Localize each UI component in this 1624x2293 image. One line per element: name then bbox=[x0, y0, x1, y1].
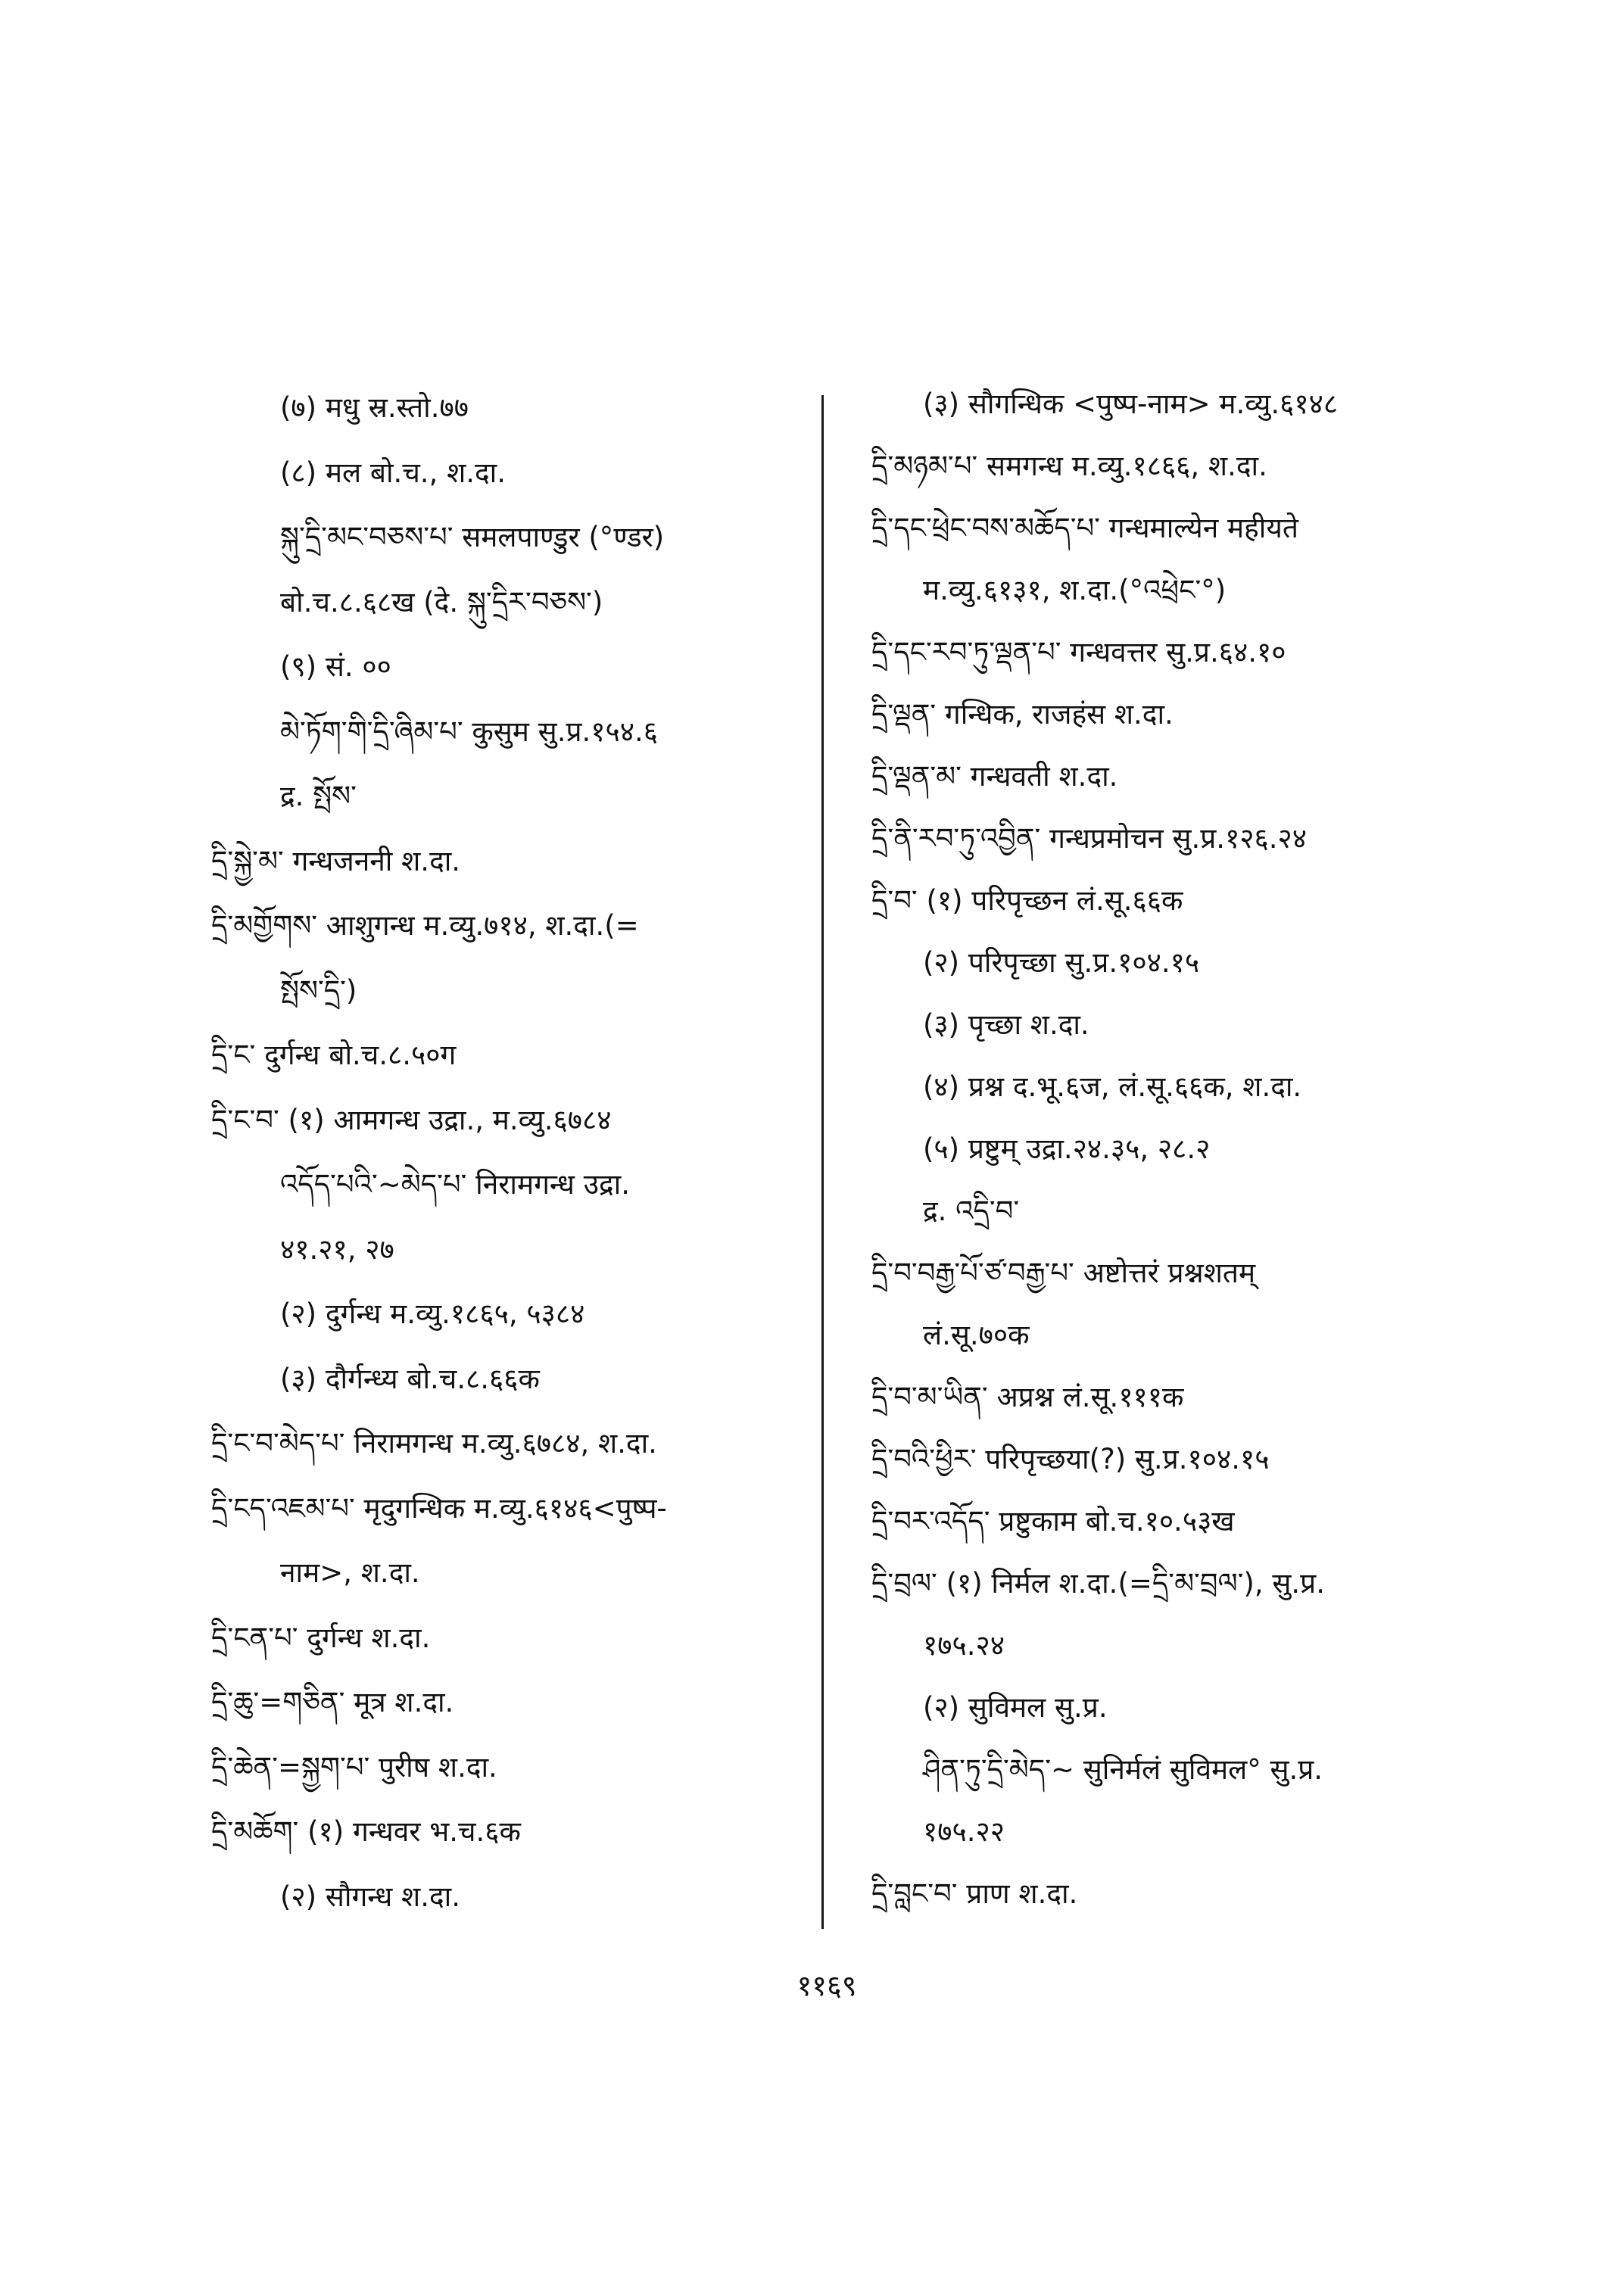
headword-line: དྲི་དང་རབ་ཏུ་ལྡན་པ་ गन्धवत्तर सु.प्र.६४.१० bbox=[871, 636, 1286, 668]
entry-line: འདོད་པའི་~མེད་པ་ निरामगन्ध उद्रा. bbox=[280, 1168, 630, 1201]
headword-line: དྲི་ཆེན་=སྐྱག་པ་ पुरीष श.दा. bbox=[211, 1750, 497, 1784]
entry-line: म.व्यु.६१३१, श.दा.(°འཕྲེང་°) bbox=[923, 574, 1227, 606]
entry-line: द्र. འདྲི་བ་ bbox=[923, 1195, 1020, 1227]
headword-line: དྲི་བ་ (१) परिपृच्छन लं.सू.६६क bbox=[871, 884, 1183, 917]
entry-line: (२) दुर्गन्ध म.व्यु.१८६५, ५३८४ bbox=[280, 1298, 585, 1330]
headword-line: དྲི་བྲལ་ (१) निर्मल श.दा.(=དྲི་མ་བྲལ་), सु.प्र. bbox=[871, 1567, 1325, 1600]
headword-line: དྲི་ལྡན་ गन्धिक, राजहंस श.दा. bbox=[871, 698, 1174, 731]
entry-line: (२) सुविमल सु.प्र. bbox=[923, 1691, 1108, 1724]
column-divider bbox=[821, 395, 824, 1929]
headword-line: དྲི་ངན་པ་ दुर्गन्ध श.दा. bbox=[211, 1621, 431, 1654]
entry-line: སྐུ་དྲི་མང་བཅས་པ་ समलपाण्डुर (°ण्डर) bbox=[280, 521, 665, 553]
headword-line: དྲི་ངད་འཇམ་པ་ मृदुगन्धिक म.व्यु.६१४६<पुष्प- bbox=[211, 1491, 667, 1525]
headword-line: དྲི་བ་མ་ཡིན་ अप्रश्न लं.सू.१११क bbox=[871, 1381, 1184, 1413]
headword-line: དྲི་ང་ दुर्गन्ध बो.च.८.५०ग bbox=[211, 1039, 457, 1071]
headword-line: དྲི་བ་བརྒྱ་པོ་ཙ་བརྒྱ་པ་ अष्टोत्तरं प्रश्नशतम् bbox=[871, 1257, 1256, 1289]
entry-line: नाम>, श.दा. bbox=[280, 1556, 420, 1589]
right-column bbox=[871, 373, 1477, 1940]
headword-line: དྲི་མཆོག་ (१) गन्धवर भ.च.६क bbox=[211, 1815, 521, 1848]
left-column bbox=[211, 375, 809, 1943]
entry-line: (२) सौगन्ध श.दा. bbox=[280, 1880, 460, 1913]
headword-line: དྲི་བླང་བ་ प्राण श.दा. bbox=[871, 1877, 1078, 1910]
entry-line: (४) प्रश्न द.भू.६ज, लं.सू.६६क, श.दा. bbox=[923, 1070, 1302, 1103]
headword-line: དྲི་མགྱོགས་ आशुगन्ध म.व्यु.७१४, श.दा.(= bbox=[211, 909, 639, 942]
entry-line: द्र. སྤོས་ bbox=[280, 780, 357, 812]
headword-line: དྲི་སྐྱེ་མ་ गन्धजननी श.दा. bbox=[211, 844, 461, 877]
entry-line: (३) दौर्गन्ध्य बो.च.८.६६क bbox=[280, 1362, 540, 1395]
headword-line: དྲི་དང་ཕྲེང་བས་མཆོད་པ་ गन्धमाल्येन महीयते bbox=[871, 512, 1298, 544]
entry-line: (३) पृच्छा श.दा. bbox=[923, 1008, 1089, 1041]
entry-line: མེ་ཏོག་གི་དྲི་ཞིམ་པ་ कुसुम सु.प्र.१५४.६ bbox=[280, 715, 658, 748]
headword-line: དྲི་ཆུ་=གཅིན་ मूत्र श.दा. bbox=[211, 1686, 454, 1718]
headword-line: དྲི་ང་བ་མེད་པ་ निरामगन्ध म.व्यु.६७८४, श.दा. bbox=[211, 1427, 657, 1460]
entry-line: (८) मल बो.च., श.दा. bbox=[280, 456, 507, 489]
headword-line: དྲི་མཉམ་པ་ समगन्ध म.व्यु.१८६६, श.दा. bbox=[871, 450, 1267, 482]
entry-line: (७) मधु स्र.स्तो.७७ bbox=[280, 391, 469, 424]
headword-line: དྲི་བའི་ཕྱིར་ परिपृच्छया(?) सु.प्र.१०४.१५ bbox=[871, 1443, 1270, 1475]
entry-line: ४१.२१, २७ bbox=[280, 1232, 394, 1266]
entry-line: སྤོས་དྲི་) bbox=[280, 974, 357, 1007]
entry-line: १७५.२२ bbox=[923, 1815, 1005, 1848]
entry-line: बो.च.८.६८ख (दे. སྐུ་དྲིར་བཅས་) bbox=[280, 585, 603, 618]
entry-line: १७५.२४ bbox=[923, 1629, 1005, 1662]
entry-line: (२) परिपृच्छा सु.प्र.१०४.१५ bbox=[923, 946, 1200, 979]
entry-line: (५) प्रष्टुम् उद्रा.२४.३५, २८.२ bbox=[923, 1132, 1211, 1165]
page-number: ११६९ bbox=[796, 1969, 857, 2002]
headword-line: དྲི་ལྡན་མ་ गन्धवती श.दा. bbox=[871, 760, 1118, 793]
headword-line: དྲི་ང་བ་ (१) आमगन्ध उद्रा., म.व्यु.६७८४ bbox=[211, 1103, 612, 1136]
entry-line: ཤིན་ཏུ་དྲི་མེད་~ सुनिर्मलं सुविमल° सु.प्र. bbox=[923, 1753, 1323, 1786]
headword-line: དྲི་བར་འདོད་ प्रष्टुकाम बो.च.१०.५३ख bbox=[871, 1505, 1235, 1537]
entry-line: (९) सं. ०० bbox=[280, 650, 391, 683]
entry-line: (३) सौगन्धिक <पुष्प-नाम> म.व्यु.६१४८ bbox=[923, 388, 1339, 420]
entry-line: लं.सू.७०क bbox=[923, 1319, 1030, 1351]
headword-line: དྲི་ནི་རབ་ཏུ་འབྱིན་ गन्धप्रमोचन सु.प्र.१२६.२४ bbox=[871, 822, 1308, 855]
